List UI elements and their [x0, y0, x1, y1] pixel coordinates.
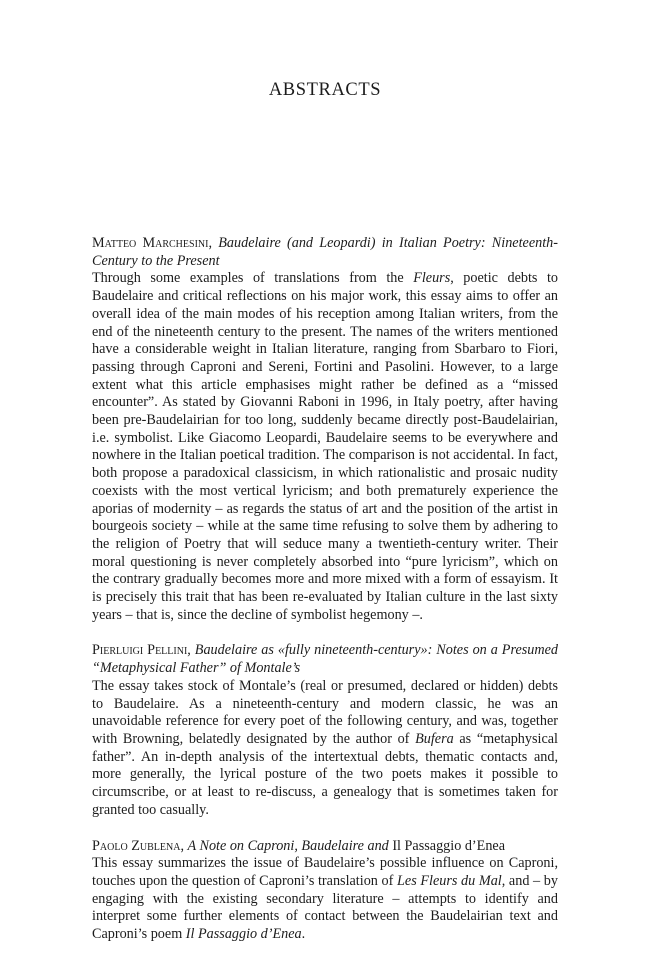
abstract-body-part: Fleurs: [413, 270, 451, 287]
abstract-body-part: Les Fleurs du Mal: [397, 872, 502, 889]
abstract-body-part: Through some examples of translations from the: [92, 270, 414, 287]
abstract-title-part: A Note on Caproni, Baudelaire and: [187, 837, 393, 854]
abstract-body-part: , and – by engaging with the existing secondary literature – attempts to identify and interpret some further elements of contact between the Baudelairian text and Caproni’s poem: [92, 872, 558, 943]
author-name: Pierluigi Pellini: [92, 642, 188, 659]
author-name: Paolo Zublena: [92, 837, 181, 854]
author-name: Matteo Marchesini: [92, 235, 209, 251]
abstract-title: [188, 838, 505, 854]
abstract-body: [92, 855, 558, 944]
abstract-body-part: as “metaphysical father”. An in-depth analysis of the intertextual debts, thematic contacts and, more generally, the lyrical posture of the two poets makes it possible to circumscribe, or at least to re-discuss, a genealogy that is sometimes taken for granted too casually.: [92, 730, 558, 818]
abstract-body-part: , poetic debts to Baudelaire and critical reflections on his major work, this essay aims to offer an overall idea of the main modes of his reception among Italian writers, from the end of the nineteenth century to the present. The names of the writers mentioned have a considerable weight in Italian literature, ranging from Sbarbaro to Fiori, passing through Caproni and Sereni, Fortini and Pasolini. However, to a large extent what this article emphasises might rather be defined as a “missed encounter”. As stated by Giovanni Raboni in 1996, in Italy poetry, after having been pre-Baudelairian for too long, suddenly became directly post-Baudelairian, i.e. symbolist. Like Giacomo Leopardi, Baudelaire seems to be everywhere and nowhere in the Italian poetical tradition. The comparison is not accidental. In fact, both propose a paradoxical classicism, in which rationalistic and prosaic nudity coexists with the most vertical lyricism; and both prematurely experience the aporias of modernity – as regards the status of art and the position of the artist in bourgeois society – while at the same time refusing to solve them by adhering to the religion of Poetry that will seduce many a twentieth-century writer. Their moral questioning is never completely absorbed into “pure lyricism”, which on the contrary gradually becomes more and more mixed with a form of essayism. It is precisely this trait that has been re-evaluated by Italian culture in the last sixty years – that is, since the decline of symbolist hegemony –.: [92, 270, 558, 623]
abstract-title-part: Baudelaire (and Leopardi) in Italian Poetry: Nineteenth-Century to the Present: [92, 235, 558, 269]
abstract-body-part: .: [301, 926, 306, 943]
abstract-title-part: Il Passaggio d’Enea: [392, 837, 506, 854]
abstract-body-part: The essay takes stock of Montale’s (real or presumed, declared or hidden) debts to Baudelaire. As a nineteenth-century and modern classic, he was an unavoidable reference for every poet of the following century, and was, together with Browning, belatedly designated by the author of: [92, 677, 558, 747]
abstract-title-part: Baudelaire as «fully nineteenth-century»: Notes on a Presumed “Metaphysical Father” of Montale’s: [92, 642, 558, 677]
abstract-body-part: Bufera: [415, 730, 454, 747]
abstract-entry: [92, 642, 558, 819]
abstract-body-part: Il Passaggio d’Enea: [185, 926, 302, 943]
abstracts-list: [92, 235, 558, 962]
abstract-heading: Pierluigi Pellini, Baudelaire as «fully nineteenth-century»: Notes on a Presumed “Metaphysical Father” of Montale’s: [92, 642, 558, 677]
abstract-body: [92, 678, 558, 820]
abstract-entry: [92, 838, 558, 944]
page-title: ABSTRACTS: [268, 80, 382, 100]
abstract-heading: Paolo Zublena, A Note on Caproni, Baudelaire and Il Passaggio d’Enea: [92, 837, 506, 854]
abstract-body: [92, 270, 558, 624]
abstract-entry: [92, 235, 558, 624]
abstract-body-part: This essay summarizes the issue of Baudelaire’s possible influence on Caproni, touches upon the question of Caproni’s translation of: [92, 855, 558, 889]
abstract-heading: Matteo Marchesini, Baudelaire (and Leopardi) in Italian Poetry: Nineteenth-Century to the Present: [92, 235, 558, 269]
